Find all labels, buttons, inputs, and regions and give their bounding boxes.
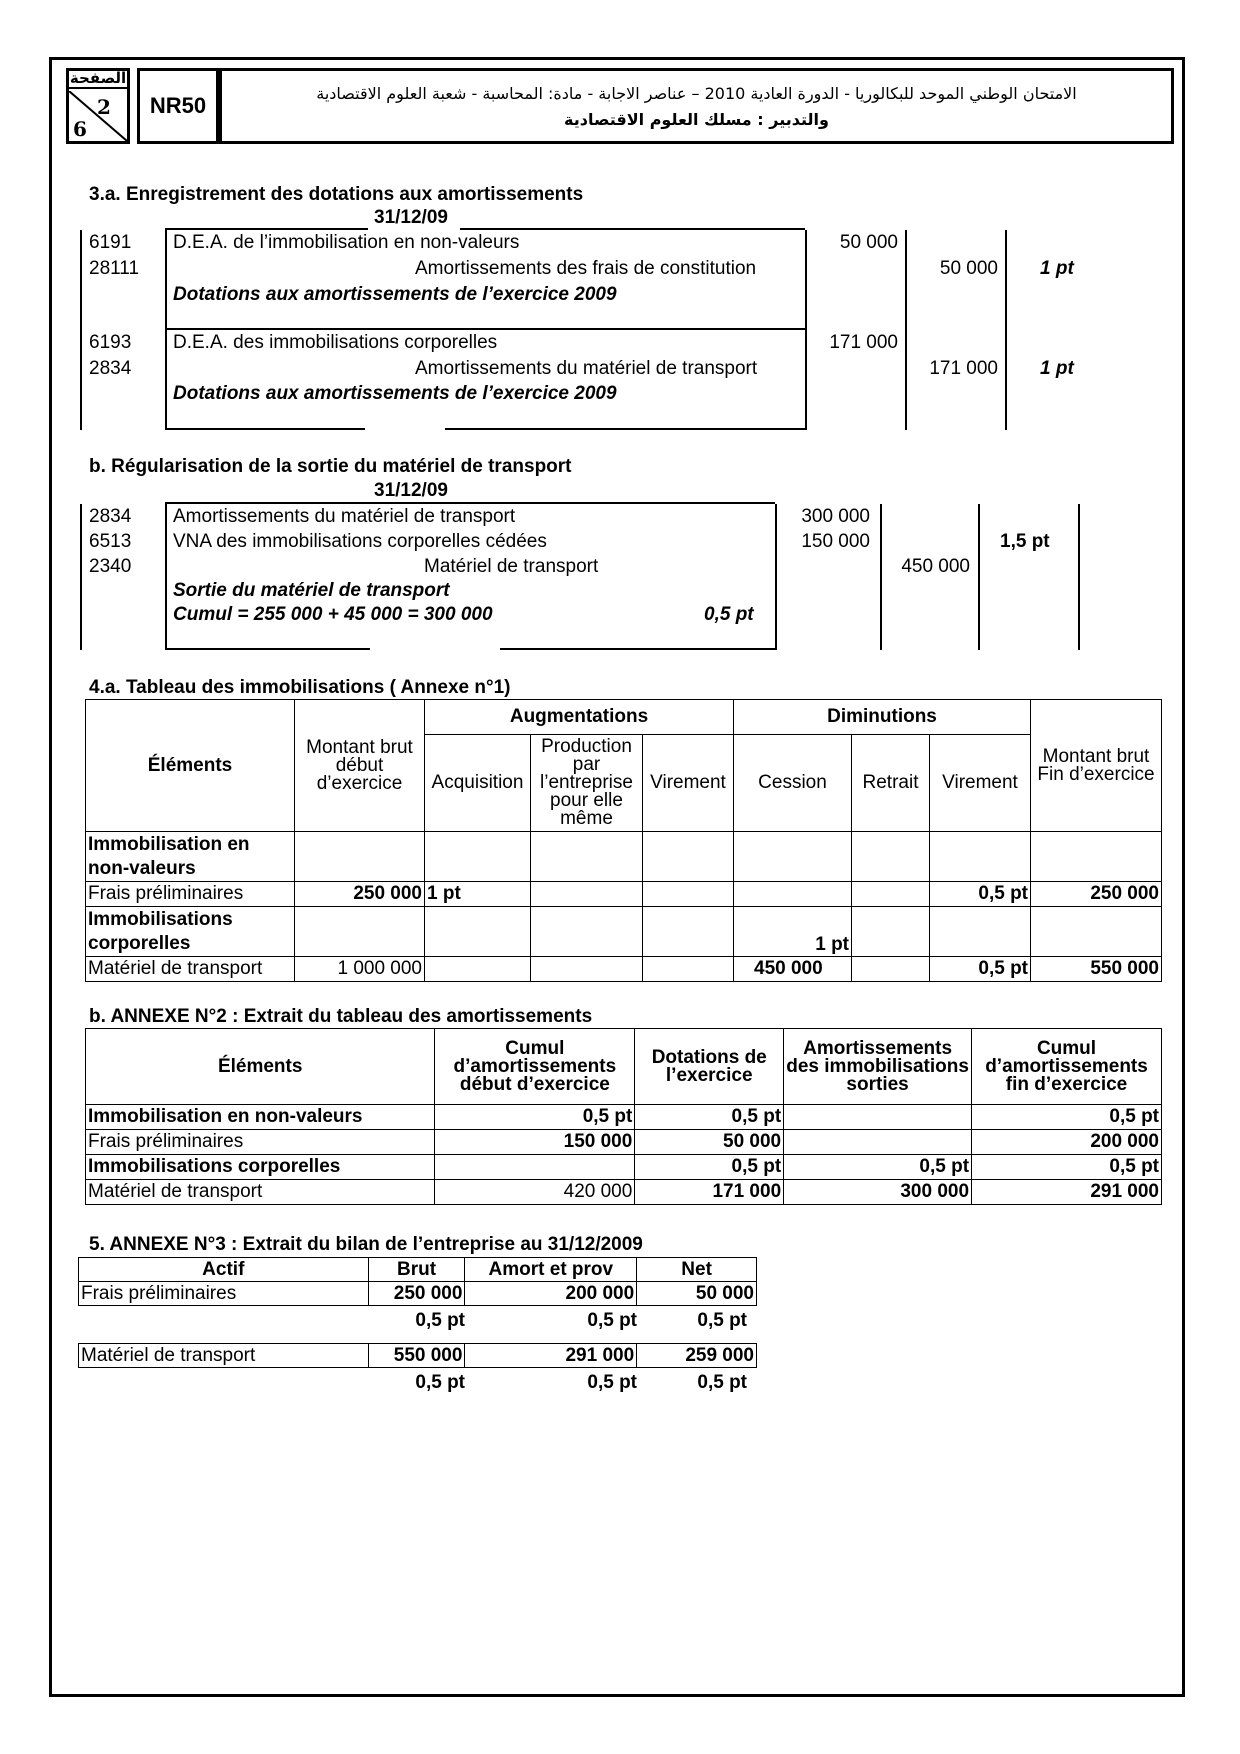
th-diminutions: Diminutions xyxy=(734,700,1031,735)
row-label: Immobilisations corporelles xyxy=(86,1155,435,1180)
cell-net: 50 000 xyxy=(637,1282,757,1306)
cell-sortis xyxy=(784,1130,972,1155)
entry2-acc-credit: 2834 xyxy=(89,358,132,379)
th-net: Net xyxy=(637,1258,757,1282)
th-brut-debut: Montant brut début d’exercice xyxy=(295,700,425,832)
table-row xyxy=(86,957,1162,982)
bilan-table xyxy=(78,1257,757,1306)
cell-sortis xyxy=(784,1105,972,1130)
bilan-table-2 xyxy=(78,1343,757,1368)
bilan-r2-brut-pt: 0,5 pt xyxy=(415,1372,465,1393)
th-elements: Éléments xyxy=(86,1029,435,1105)
cell-vir2: 0,5 pt xyxy=(930,882,1031,907)
cell-sortis: 0,5 pt xyxy=(784,1155,972,1180)
cell-vir2: 0,5 pt xyxy=(930,957,1031,982)
entry1-acc-credit: 28111 xyxy=(89,258,140,279)
cell-cession: 450 000 xyxy=(734,957,852,982)
page-label: الصفحة xyxy=(69,69,127,87)
entry2-debit-label: D.E.A. des immobilisations corporelles xyxy=(173,332,498,353)
page-number-box xyxy=(66,68,130,144)
cell-acq: 1 pt xyxy=(425,882,531,907)
cell-cumul-fin: 0,5 pt xyxy=(972,1105,1162,1130)
bilan-r2-amort-pt: 0,5 pt xyxy=(587,1372,637,1393)
cell-cumul-debut: 0,5 pt xyxy=(435,1105,635,1130)
section-5-title: 5. ANNEXE N°3 : Extrait du bilan de l’entreprise au 31/12/2009 xyxy=(89,1234,643,1255)
th-brut: Brut xyxy=(368,1258,465,1282)
entry1-debit-label: D.E.A. de l’immobilisation en non-valeurs xyxy=(173,232,520,253)
regul-acc-2: 6513 xyxy=(89,531,132,552)
th-virement-dim: Virement xyxy=(930,735,1031,832)
regul-libelle: Sortie du matériel de transport xyxy=(173,580,450,601)
regul-debit-2: 150 000 xyxy=(801,531,870,552)
regul-label-3: Matériel de transport xyxy=(424,556,599,577)
th-amort: Amort et prov xyxy=(465,1258,637,1282)
cell-cumul-fin: 200 000 xyxy=(972,1130,1162,1155)
table-row xyxy=(86,907,1162,957)
amortissements-table xyxy=(85,1028,1162,1205)
table-row xyxy=(86,1130,1162,1155)
cell-cumul-debut: 150 000 xyxy=(435,1130,635,1155)
section-3b-title: b. Régularisation de la sortie du matériel de transport xyxy=(89,456,572,477)
entry2-debit: 171 000 xyxy=(829,332,898,353)
cell-cumul-fin: 0,5 pt xyxy=(972,1155,1162,1180)
cell-brut: 250 000 xyxy=(368,1282,465,1306)
th-cumul-fin: Cumul d’amortissements fin d’exercice xyxy=(972,1029,1162,1105)
entry2-libelle: Dotations aux amortissements de l’exercice 2009 xyxy=(173,383,617,404)
cell-amort: 291 000 xyxy=(465,1344,637,1368)
th-production: Production par l’entreprise pour elle même xyxy=(531,735,643,832)
cell-debut: 1 000 000 xyxy=(295,957,425,982)
page-total: 6 xyxy=(73,117,87,141)
row-label: Frais préliminaires xyxy=(79,1282,369,1306)
th-elements: Éléments xyxy=(86,700,295,832)
th-actif: Actif xyxy=(79,1258,369,1282)
cell-fin: 550 000 xyxy=(1031,957,1162,982)
th-cumul-debut: Cumul d’amortissements début d’exercice xyxy=(435,1029,635,1105)
entry1-points: 1 pt xyxy=(1040,258,1074,279)
table-row xyxy=(79,1344,757,1368)
section-4b-title: b. ANNEXE N°2 : Extrait du tableau des amortissements xyxy=(89,1006,593,1027)
row-label: Immobilisation en non-valeurs xyxy=(86,1105,435,1130)
cell-amort: 200 000 xyxy=(465,1282,637,1306)
th-amort-sortis: Amortissements des immobilisations sorties xyxy=(784,1029,972,1105)
entry2-credit: 171 000 xyxy=(929,358,998,379)
entry1-credit: 50 000 xyxy=(939,258,998,279)
row-label: Matériel de transport xyxy=(86,957,295,982)
table-row xyxy=(86,1105,1162,1130)
row-label: Immobilisation en non-valeurs xyxy=(86,832,295,882)
regul-cumul-points: 0,5 pt xyxy=(704,604,754,625)
bilan-r1-brut-pt: 0,5 pt xyxy=(415,1310,465,1331)
table-row xyxy=(86,1180,1162,1205)
cell-net: 259 000 xyxy=(637,1344,757,1368)
bilan-r1-amort-pt: 0,5 pt xyxy=(587,1310,637,1331)
entry1-libelle: Dotations aux amortissements de l’exercice 2009 xyxy=(173,284,617,305)
entry2-credit-label: Amortissements du matériel de transport xyxy=(415,358,758,379)
regul-cumul: Cumul = 255 000 + 45 000 = 300 000 xyxy=(173,604,493,625)
cell-dotations: 50 000 xyxy=(635,1130,784,1155)
section-3a-date: 31/12/09 xyxy=(374,207,448,228)
exam-title-line2: والتدبير : مسلك العلوم الاقتصادية xyxy=(564,110,829,129)
entry2-points: 1 pt xyxy=(1040,358,1074,379)
regul-acc-1: 2834 xyxy=(89,506,132,527)
cell-debut: 250 000 xyxy=(295,882,425,907)
regul-label-1: Amortissements du matériel de transport xyxy=(173,506,516,527)
cell-brut: 550 000 xyxy=(368,1344,465,1368)
cell-dotations: 171 000 xyxy=(635,1180,784,1205)
regul-credit-3: 450 000 xyxy=(901,556,970,577)
th-acquisition: Acquisition xyxy=(425,735,531,832)
row-label: Frais préliminaires xyxy=(86,1130,435,1155)
regul-acc-3: 2340 xyxy=(89,556,132,577)
section-4a-title: 4.a. Tableau des immobilisations ( Annexe n°1) xyxy=(89,677,511,698)
th-cession: Cession xyxy=(734,735,852,832)
entry1-credit-label: Amortissements des frais de constitution xyxy=(415,258,757,279)
cell-cumul-debut: 420 000 xyxy=(435,1180,635,1205)
entry2-acc-debit: 6193 xyxy=(89,332,132,353)
row-label: Frais préliminaires xyxy=(86,882,295,907)
table-row xyxy=(86,1155,1162,1180)
section-3b-date: 31/12/09 xyxy=(374,480,448,501)
regul-label-2: VNA des immobilisations corporelles cédées xyxy=(173,531,547,552)
cell-cumul-debut xyxy=(435,1155,635,1180)
row-label: Matériel de transport xyxy=(79,1344,369,1368)
table-row xyxy=(86,882,1162,907)
cell-dotations: 0,5 pt xyxy=(635,1105,784,1130)
cell-sortis: 300 000 xyxy=(784,1180,972,1205)
exam-title-line1: الامتحان الوطني الموحد للبكالوريا - الدورة العادية 2010 – عناصر الاجابة - مادة: المحاسبة - شعبة العلوم الاقتصادية xyxy=(316,84,1077,103)
regul-points: 1,5 pt xyxy=(1000,531,1050,552)
th-virement: Virement xyxy=(643,735,734,832)
immobilisations-table xyxy=(85,699,1162,982)
entry1-acc-debit: 6191 xyxy=(89,232,132,253)
section-3a-title: 3.a. Enregistrement des dotations aux amortissements xyxy=(89,184,584,205)
th-retrait: Retrait xyxy=(852,735,930,832)
th-augmentations: Augmentations xyxy=(425,700,734,735)
cell-cumul-fin: 291 000 xyxy=(972,1180,1162,1205)
cell-dotations: 0,5 pt xyxy=(635,1155,784,1180)
row-label: Matériel de transport xyxy=(86,1180,435,1205)
table-row xyxy=(86,832,1162,882)
th-dotations: Dotations de l’exercice xyxy=(635,1029,784,1105)
exam-code: NR50 xyxy=(137,68,219,144)
cell-fin: 250 000 xyxy=(1031,882,1162,907)
row-label: Immobilisations corporelles xyxy=(86,907,295,957)
cell-cession-pt: 1 pt xyxy=(734,907,852,957)
entry1-debit: 50 000 xyxy=(839,232,898,253)
table-row xyxy=(79,1282,757,1306)
exam-title xyxy=(219,68,1174,144)
page-number: 2 xyxy=(97,95,111,119)
th-brut-fin: Montant brut Fin d’exercice xyxy=(1031,700,1162,832)
bilan-r2-net-pt: 0,5 pt xyxy=(697,1372,747,1393)
regul-debit-1: 300 000 xyxy=(801,506,870,527)
bilan-r1-net-pt: 0,5 pt xyxy=(697,1310,747,1331)
